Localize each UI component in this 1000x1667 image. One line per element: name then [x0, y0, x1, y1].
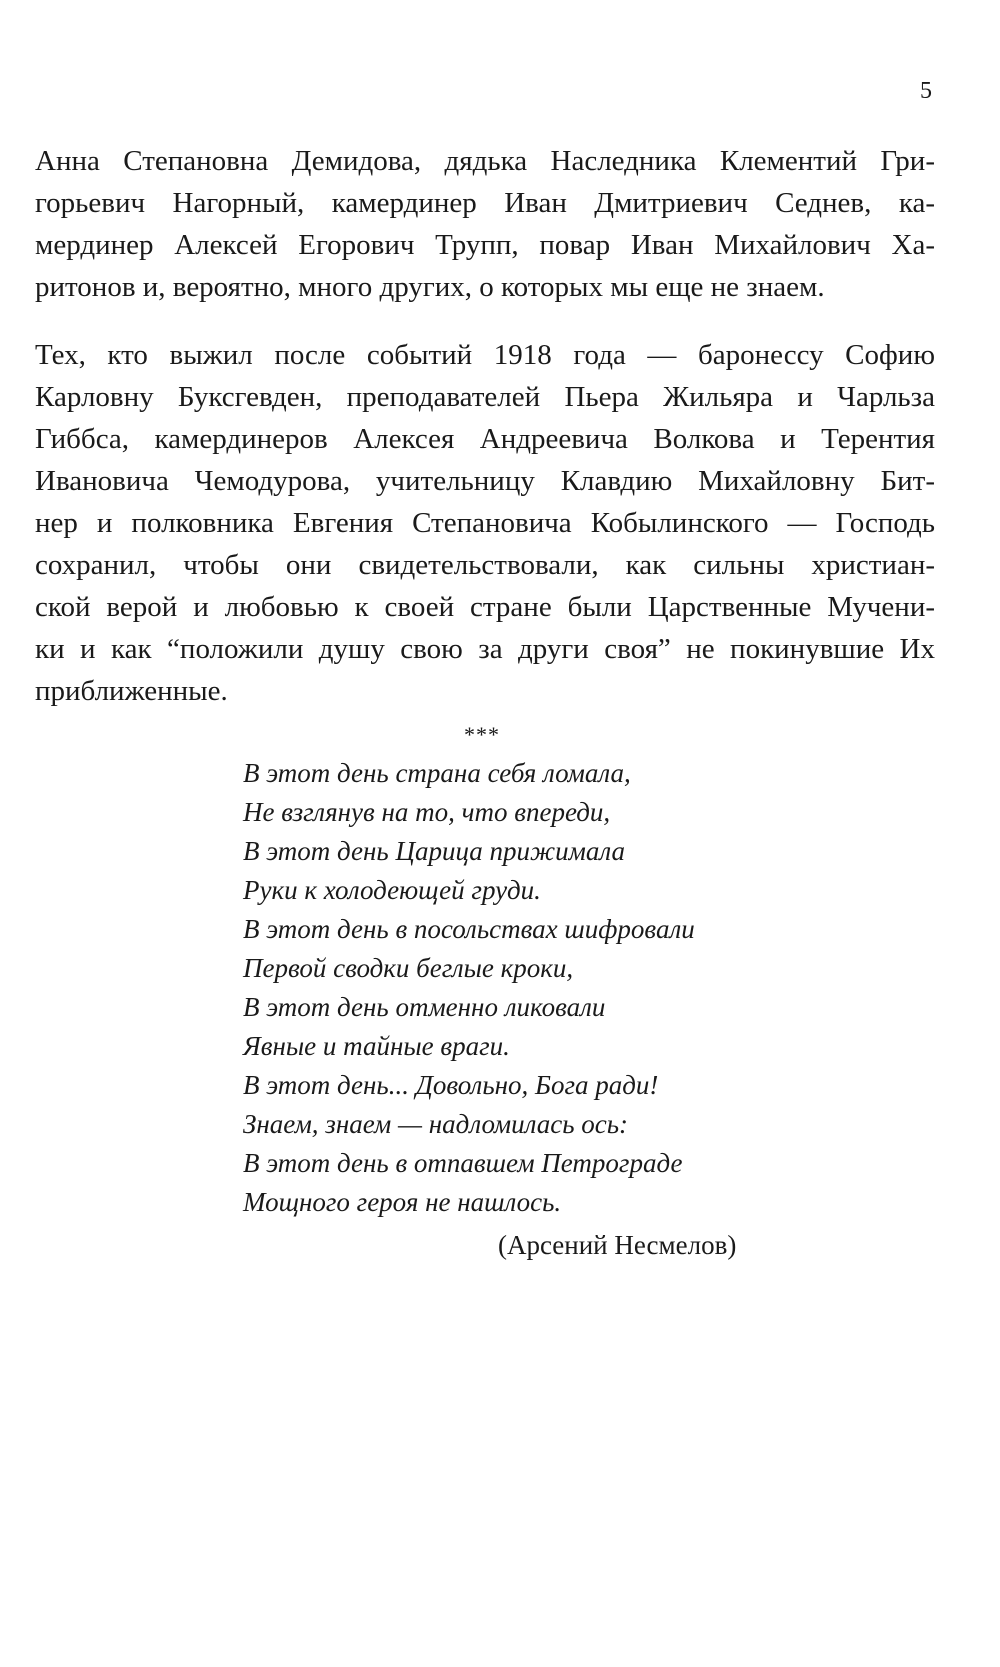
- poem-line: Руки к холодеющей груди.: [243, 875, 541, 905]
- poem-attribution: (Арсений Несмелов): [498, 1230, 737, 1260]
- poem-line: В этот день в посольствах шифровали: [243, 914, 695, 944]
- text-line: нер и полковника Евгения Степановича Кобылинского — Господь: [35, 507, 935, 539]
- poem-line: В этот день в отпавшем Петрограде: [243, 1148, 683, 1178]
- poem: [243, 754, 695, 1222]
- paragraph-2: [35, 334, 935, 712]
- poem-line: В этот день... Довольно, Бога ради!: [243, 1070, 659, 1100]
- text-line: Карловну Буксгевден, преподавателей Пьера Жильяра и Чарльза: [35, 381, 935, 413]
- text-line: ской верой и любовью к своей стране были Царственные Мучени-: [35, 591, 935, 623]
- text-line: ки и как “положили душу свою за други своя” не покинувшие Их: [35, 633, 935, 665]
- page-number: 5: [920, 78, 932, 104]
- text-line: ритонов и, вероятно, много других, о которых мы еще не знаем.: [35, 271, 825, 303]
- poem-line: Мощного героя не нашлось.: [243, 1187, 562, 1217]
- text-line: Анна Степановна Демидова, дядька Наследника Клементий Гри-: [35, 145, 935, 177]
- text-line: сохранил, чтобы они свидетельствовали, как сильны христиан-: [35, 549, 935, 581]
- text-line: Гиббса, камердинеров Алексея Андреевича Волкова и Терентия: [35, 423, 935, 455]
- poem-line: Первой сводки беглые кроки,: [243, 953, 574, 983]
- poem-line: Явные и тайные враги.: [243, 1031, 510, 1061]
- text-line: приближенные.: [35, 675, 228, 707]
- poem-line: В этот день отменно ликовали: [243, 992, 606, 1022]
- poem-line: Не взглянув на то, что впереди,: [243, 797, 611, 827]
- text-line: мердинер Алексей Егорович Трупп, повар Иван Михайлович Ха-: [35, 229, 935, 261]
- poem-line: В этот день страна себя ломала,: [243, 758, 631, 788]
- poem-line: В этот день Царица прижимала: [243, 836, 625, 866]
- text-line: Ивановича Чемодурова, учительницу Клавдию Михайловну Бит-: [35, 465, 935, 497]
- section-separator: ***: [464, 722, 500, 747]
- text-line: горьевич Нагорный, камердинер Иван Дмитриевич Седнев, ка-: [35, 187, 935, 219]
- paragraph-1: [35, 140, 935, 308]
- text-line: Тех, кто выжил после событий 1918 года — баронессу Софию: [35, 339, 935, 371]
- poem-line: Знаем, знаем — надломилась ось:: [243, 1109, 629, 1139]
